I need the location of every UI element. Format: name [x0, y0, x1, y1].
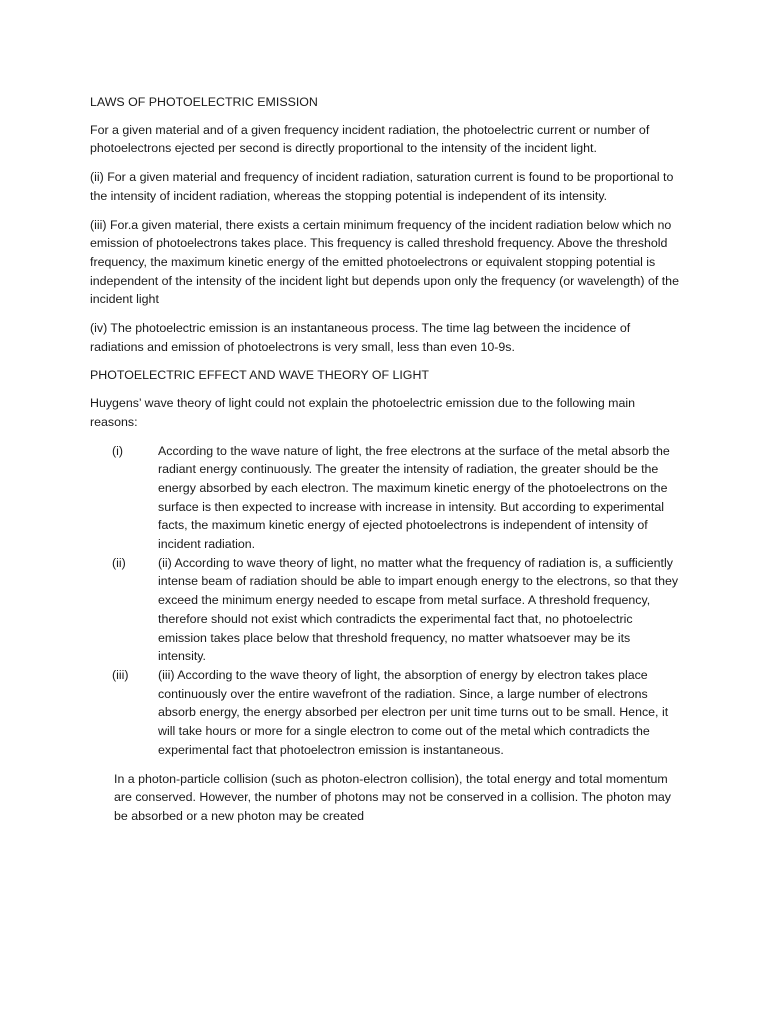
list-item [90, 442, 680, 554]
reasons-list [90, 442, 680, 760]
list-marker: (i) [112, 443, 124, 458]
list-item-text: (ii) According to wave theory of light, no matter what the frequency of radiation is, a sufficiently intense beam of radiation should be able to impart enough energy to the electrons, so that they exceed the minimum energy needed to escape from metal surface. A threshold frequency, therefore should not exist which contradicts the experimental fact that, no photoelectric emission takes place below that threshold frequency, no matter whatsoever may be its intensity. [158, 555, 679, 664]
list-marker: (iii) [112, 667, 129, 682]
paragraph-huygens-intro: Huygens’ wave theory of light could not explain the photoelectric emission due to the following main reasons: [90, 396, 636, 429]
list-item-text: (iii) According to the wave theory of light, the absorption of energy by electron takes place continuously over the entire wavefront of the radiation. Since, a large number of electrons absorb energy, the energy absorbed per electron per unit time turns out to be small. Hence, it will take hours or more for a single electron to come out of the metal which contradicts the experimental fact that photoelectron emission is instantaneous. [158, 667, 669, 757]
paragraph-law-1: For a given material and of a given frequency incident radiation, the photoelectric current or number of photoelectrons ejected per second is directly proportional to the intensity of the incident light. [90, 122, 650, 156]
paragraph-photon-collision: In a photon-particle collision (such as photon-electron collision), the total energy and total momentum are conserved. However, the number of photons may not be conserved in a collision. The photon may be absorbed or a new photon may be created [114, 771, 671, 823]
list-item-text: According to the wave nature of light, the free electrons at the surface of the metal absorb the radiant energy continuously. The greater the intensity of radiation, the greater should be the energy absorbed by each electron. The maximum kinetic energy of the photoelectrons on the surface is then expected to increase with increase in intensity. But according to experimental facts, the maximum kinetic energy of ejected photoelectrons is independent of intensity of incident radiation. [158, 443, 670, 552]
paragraph-law-3: (iii) For.a given material, there exists a certain minimum frequency of the incident radiation below which no emission of photoelectrons takes place. This frequency is called threshold frequency. Above the threshold frequency, the maximum kinetic energy of the emitted photoelectrons or equivalent stopping potential is independent of the intensity of the incident light but depends upon only the frequency (or wavelength) of the incident light [90, 217, 679, 307]
heading-wave-theory: PHOTOELECTRIC EFFECT AND WAVE THEORY OF LIGHT [90, 368, 429, 383]
paragraph-law-4: (iv) The photoelectric emission is an instantaneous process. The time lag between the incidence of radiations and emission of photoelectrons is very small, less than even 10-9s. [90, 321, 631, 354]
list-marker: (ii) [112, 555, 126, 570]
list-item [90, 554, 680, 666]
heading-laws-of-photoelectric-emission: LAWS OF PHOTOELECTRIC EMISSION [90, 95, 318, 109]
paragraph-law-2: (ii) For a given material and frequency of incident radiation, saturation current is found to be proportional to the intensity of incident radiation, whereas the stopping potential is independent of its intensity. [90, 170, 674, 203]
document-body [90, 93, 680, 836]
list-item [90, 666, 680, 760]
